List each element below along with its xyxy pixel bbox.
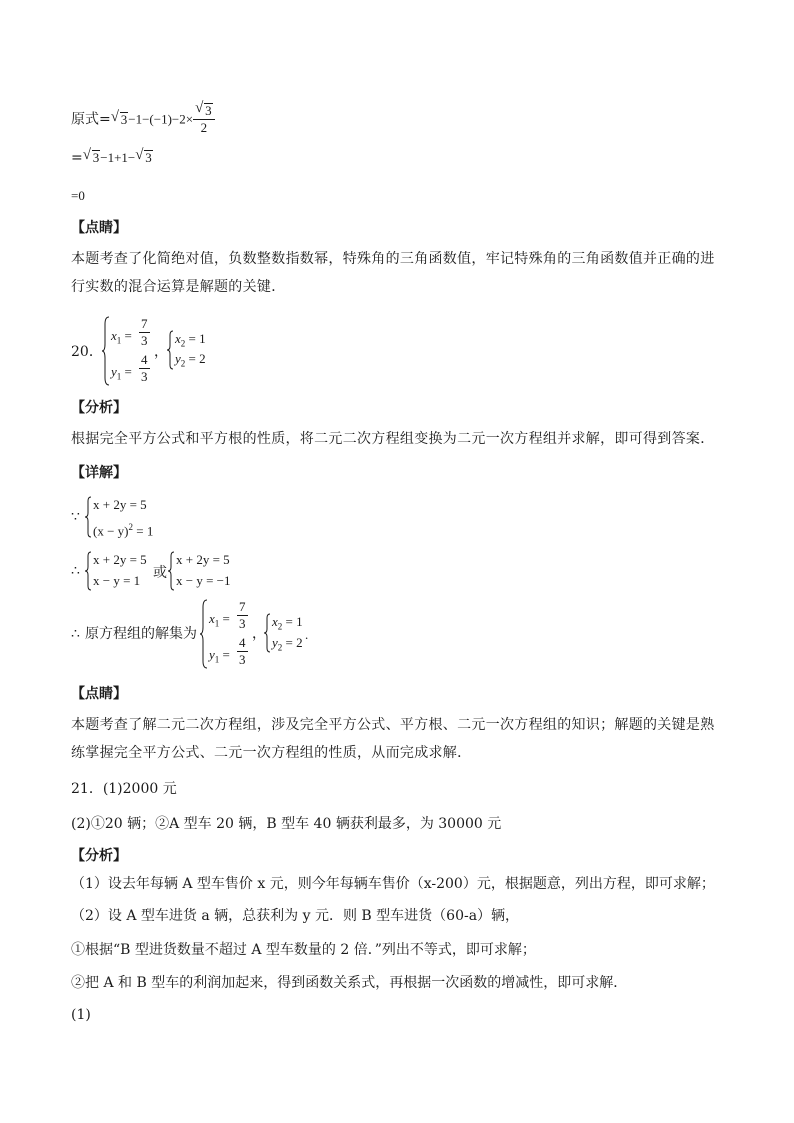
heading-fenxi: 【分析】 [71, 400, 127, 416]
left-brace-icon [85, 551, 92, 591]
expression-line-3: =0 [71, 188, 85, 203]
paragraph-summary-1: 本题考查了化简绝对值，负数整数指数幂，特殊角的三角函数值，牢记特殊角的三角函数值并正确的进行实数的混合运算是解题的关键． [71, 251, 715, 295]
left-brace-icon [200, 599, 208, 669]
expression-line-2: =√ 3−1+1−√ 3 [71, 148, 153, 168]
document-page: 原式=√ 3−1−(−1)−2× √ $\frac{3}{2}$ =√ 3−1+1−√ 3 =0 【点睛】 本题考查了化简绝对值，负数整数指数幂，特殊角的三角函数值，牢记特殊角的三角函数值并正确的进行实数的混合运算是解题的关键． 20． $x_1$ = $\frac{7}{3}$ $y_1$ = $\frac{4}{3}$ ， $x_2 = 1$ $y_2 = 2$ 【分析】 根据完全平方公式和平方根的性质，将二元二次方程组变换为二元一次方程组并求解，即可得到答案． 【详解】 ∵ x + 2y = 5 $(x - y)^2 = 1$ ∴ x + 2y = 5 x − y = 1 或 x + 2y = 5 x − y = −1 ∴ 原方程组的解集为 $x_1$ = $\frac{7}{3}$ $y_1$ = $\frac{4}{3}$ ， $x_2 = 1$ $y_2 = 2$ . 【点睛】 本题考查了解二元二次方程组，涉及完全平方公式、平方根、二元一次方程组的知识；解题的关键是熟练掌握完全平方公式、二元一次方程组的性质，从而完成求解． 21．(1)2000 元 (2)①20 辆；②A 型车 20 辆，B 型车 40 辆获利最多，为 30000 元 【分析】 （1）设去年每辆 A 型车售价 x 元，则今年每辆车售价（x-200）元，根据题意，列出方程，即可求解； （2）设 A 型车进货 a 辆，总获利为 y 元．则 B 型车进货（60-a）辆， ①根据“B 型进货数量不超过 A 型车数量的 2 倍．”列出不等式，即可求解； ②把 A 和 B 型车的利润加起来，得到函数关系式，再根据一次函数的增减性，即可求解． (1) [0, 0, 794, 1123]
left-brace-icon [264, 613, 271, 653]
because-symbol: ∵ [71, 509, 80, 525]
therefore-symbol: ∴ [71, 563, 80, 579]
left-brace-icon [85, 496, 92, 538]
sqrt-3: √ 3 [83, 148, 101, 168]
analysis-step-3: ①根据“B 型进货数量不超过 A 型车数量的 2 倍．”列出不等式，即可求解； [71, 942, 536, 958]
y1-solution: $y_1$ = [111, 364, 132, 382]
x1-solution: $x_1$ = [111, 328, 132, 346]
heading-fenxi: 【分析】 [71, 848, 127, 864]
heading-dianjing: 【点睛】 [71, 220, 127, 236]
paragraph-analysis: 根据完全平方公式和平方根的性质，将二元二次方程组变换为二元一次方程组并求解，即可得到答案． [71, 431, 715, 447]
heading-dianjing: 【点睛】 [71, 686, 127, 702]
section-marker: (1) [71, 1007, 91, 1023]
sqrt-3: √ 3 [135, 148, 153, 168]
sqrt-3: √ 3 [111, 110, 129, 130]
fraction-7-over-3: $\frac{7}{3}$ [141, 316, 148, 348]
solution-set-label: 原方程组的解集为 [85, 626, 197, 642]
equation-2: $(x - y)^2 = 1$ [93, 522, 154, 539]
q21-answer-1: 21．(1)2000 元 [71, 781, 177, 797]
question-number-20: 20． [71, 344, 103, 360]
analysis-step-4: ②把 A 和 B 型车的利润加起来，得到函数关系式，再根据一次函数的增减性，即可求解． [71, 975, 628, 991]
equation-1: x + 2y = 5 [93, 497, 147, 512]
analysis-step-1: （1）设去年每辆 A 型车售价 x 元，则今年每辆车售价（x-200）元，根据题意，列出方程，即可求解； [71, 876, 715, 892]
left-brace-icon [167, 330, 174, 370]
q21-answer-2: (2)①20 辆；②A 型车 20 辆，B 型车 40 辆获利最多，为 30000 元 [71, 816, 502, 832]
y2-solution: $y_2 = 2$ [175, 351, 206, 369]
left-brace-icon [102, 316, 110, 386]
heading-xiangjie: 【详解】 [71, 465, 127, 481]
fraction-4-over-3: $\frac{4}{3}$ [141, 352, 148, 384]
fraction-sqrt3-over-2: √ $\frac{3}{2}$ [193, 103, 215, 136]
x2-solution: $x_2 = 1$ [175, 331, 206, 349]
expr-prefix: 原式= [71, 111, 111, 128]
left-brace-icon [168, 551, 175, 591]
paragraph-summary-2: 本题考查了解二元二次方程组，涉及完全平方公式、平方根、二元一次方程组的知识；解题的关键是熟练掌握完全平方公式、二元一次方程组的性质，从而完成求解． [71, 717, 715, 761]
expression-line-1: 原式=√ 3−1−(−1)−2× √ $\frac{3}{2}$ [71, 103, 215, 136]
analysis-step-2: （2）设 A 型车进货 a 辆，总获利为 y 元．则 B 型车进货（60-a）辆， [71, 908, 520, 924]
